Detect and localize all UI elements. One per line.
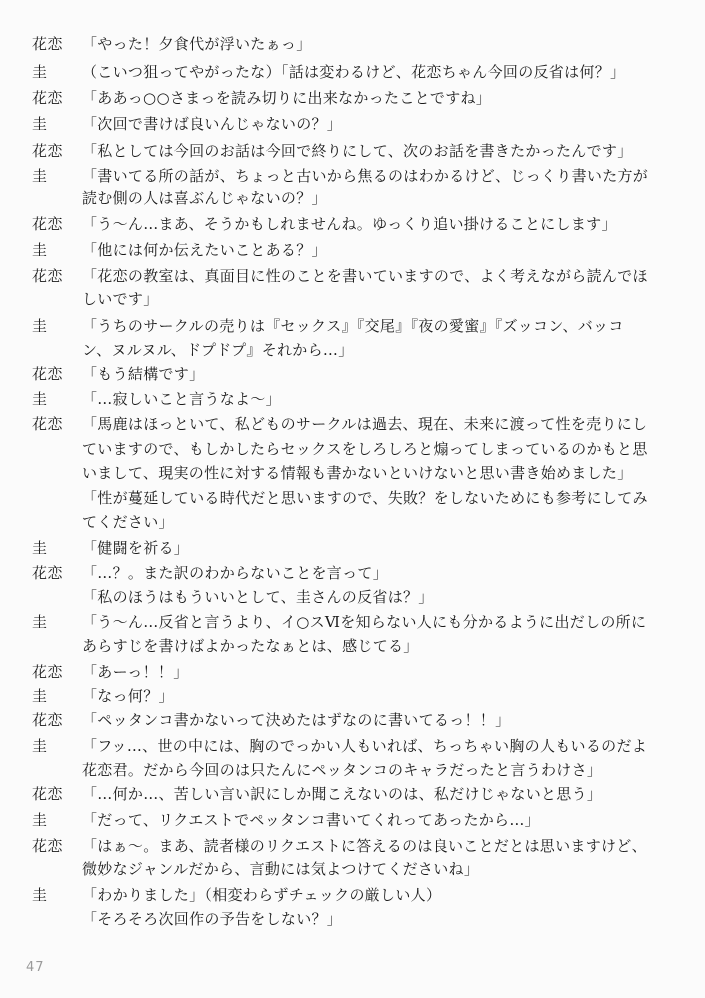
dialogue-line <box>0 734 705 758</box>
speaker-name: 花恋 <box>32 711 64 729</box>
speaker-name: 圭 <box>32 613 48 631</box>
dialogue-text: 「健闘を祈る」 <box>82 539 190 557</box>
speaker-name: 花恋 <box>32 564 64 582</box>
dialogue-text: 「…寂しいこと言うなよ～」 <box>82 390 281 408</box>
speaker-name: 花恋 <box>32 837 64 855</box>
dialogue-line <box>0 708 705 732</box>
dialogue-text: 「そろそろ次回作の予告をしない？」 <box>82 910 343 928</box>
dialogue-line <box>0 486 705 510</box>
dialogue-text: 「はぁ～。まあ、読者様のリクエストに答えるのは良いことだとは思いますけど、 <box>82 837 647 855</box>
dialogue-line <box>0 834 705 858</box>
speaker-name: 圭 <box>32 63 48 81</box>
speaker-name: 圭 <box>32 317 48 335</box>
speaker-name: 花恋 <box>32 663 64 681</box>
dialogue-line <box>0 461 705 485</box>
dialogue-text: 「他には何か伝えたいことある？」 <box>82 241 327 259</box>
speaker-name: 圭 <box>32 886 48 904</box>
dialogue-line <box>0 314 705 338</box>
speaker-name: 花恋 <box>32 365 64 383</box>
dialogue-text: 「だって、リクエストでペッタンコ書いてくれってあったから…」 <box>82 811 540 829</box>
dialogue-text: ていますので、もしかしたらセックスをしろしろと煽ってしまっているのかもと思 <box>82 440 648 458</box>
dialogue-text: 「ああっ○○さまっを読み切りに出来なかったことですね」 <box>82 89 492 107</box>
dialogue-line <box>0 86 705 110</box>
dialogue-text: 「フッ…、世の中には、胸のでっかい人もいれば、ちっちゃい胸の人もいるのだよ <box>82 737 648 755</box>
dialogue-text: てください」 <box>82 513 174 531</box>
dialogue-text: 「…何か…、苦しい言い訳にしか聞こえないのは、私だけじゃないと思う」 <box>82 785 603 803</box>
dialogue-line <box>0 684 705 708</box>
dialogue-line <box>0 782 705 806</box>
dialogue-text: 「私としては今回のお話は今回で終りにして、次のお話を書きたかったんです」 <box>82 142 633 160</box>
dialogue-line <box>0 536 705 560</box>
dialogue-line <box>0 883 705 907</box>
dialogue-line <box>0 585 705 609</box>
dialogue-line <box>0 238 705 262</box>
page-number: 47 <box>26 960 45 975</box>
dialogue-text: 「…？。また訳のわからないことを言って」 <box>82 564 389 582</box>
dialogue-line <box>0 808 705 832</box>
dialogue-text: 「花恋の教室は、真面目に性のことを書いていますので、よく考えながら読んでほ <box>82 267 648 285</box>
speaker-name: 圭 <box>32 811 48 829</box>
speaker-name: 花恋 <box>32 785 64 803</box>
dialogue-line <box>0 212 705 236</box>
dialogue-text: あらすじを書けばよかったなぁとは、感じてる」 <box>82 637 419 655</box>
speaker-name: 圭 <box>32 539 48 557</box>
speaker-name: 圭 <box>32 687 48 705</box>
dialogue-text: 「私のほうはもういいとして、圭さんの反省は？」 <box>82 588 434 606</box>
dialogue-line <box>0 60 705 84</box>
dialogue-text: 「書いてる所の話が、ちょっと古いから焦るのはわかるけど、じっくり書いた方が <box>82 167 649 185</box>
dialogue-line <box>0 634 705 658</box>
dialogue-text: 「やった！夕食代が浮いたぁっ」 <box>82 35 312 53</box>
dialogue-text: 「わかりました」（相変わらずチェックの厳しい人） <box>82 886 442 904</box>
dialogue-line <box>0 264 705 288</box>
dialogue-text: 花恋君。だから今回のは只たんにペッタンコのキャラだったと言うわけさ」 <box>82 761 603 779</box>
dialogue-text: 「次回で書けば良いんじゃないの？」 <box>82 115 343 133</box>
dialogue-line <box>0 32 705 56</box>
dialogue-line <box>0 510 705 534</box>
dialogue-line <box>0 561 705 585</box>
dialogue-line <box>0 112 705 136</box>
speaker-name: 圭 <box>32 241 48 259</box>
dialogue-text: 「なっ何？」 <box>82 687 174 705</box>
dialogue-line <box>0 287 705 311</box>
dialogue-text: 「う～ん…まあ、そうかもしれませんね。ゆっくり追い掛けることにします」 <box>82 215 617 233</box>
dialogue-text: 微妙なジャンルだから、言動には気よつけてくださいね」 <box>82 860 480 878</box>
dialogue-text: 「あーっ！！」 <box>82 663 189 681</box>
dialogue-text: しいです」 <box>82 290 159 308</box>
dialogue-text: 「馬鹿はほっといて、私どものサークルは過去、現在、未来に渡って性を売りにし <box>82 415 648 433</box>
dialogue-line <box>0 338 705 362</box>
speaker-name: 花恋 <box>32 215 64 233</box>
dialogue-line <box>0 758 705 782</box>
speaker-name: 花恋 <box>32 142 64 160</box>
dialogue-line <box>0 857 705 881</box>
dialogue-text: 「性が蔓延している時代だと思いますので、失敗？をしないためにも参考にしてみ <box>82 489 648 507</box>
speaker-name: 花恋 <box>32 415 64 433</box>
dialogue-text: ン、ヌルヌル、ドプドプ』それから…」 <box>82 341 354 359</box>
dialogue-line <box>0 387 705 411</box>
dialogue-line <box>0 907 705 931</box>
dialogue-line <box>0 437 705 461</box>
speaker-name: 花恋 <box>32 35 64 53</box>
speaker-name: 圭 <box>32 115 48 133</box>
dialogue-line <box>0 660 705 684</box>
speaker-name: 花恋 <box>32 89 64 107</box>
dialogue-text: 「う～ん…反省と言うより、イ○スⅥを知らない人にも分かるように出だしの所に <box>82 613 647 631</box>
dialogue-line <box>0 412 705 436</box>
dialogue-text: 「うちのサークルの売りは『セックス』『交尾』『夜の愛蜜』『ズッコン、バッコ <box>82 317 624 335</box>
speaker-name: 圭 <box>32 390 48 408</box>
dialogue-text: 読む側の人は喜ぶんじゃないの？」 <box>82 189 327 207</box>
dialogue-line <box>0 186 705 210</box>
dialogue-line <box>0 164 705 188</box>
speaker-name: 圭 <box>32 167 48 185</box>
dialogue-text: 「もう結構です」 <box>82 365 205 383</box>
dialogue-text: （こいつ狙ってやがったな）「話は変わるけど、花恋ちゃん今回の反省は何？」 <box>82 63 626 81</box>
speaker-name: 圭 <box>32 737 48 755</box>
dialogue-line <box>0 610 705 634</box>
dialogue-text: 「ペッタンコ書かないって決めたはずなのに書いてるっ！！」 <box>82 711 511 729</box>
dialogue-text: いまして、現実の性に対する情報も書かないといけないと思い書き始めました」 <box>82 464 633 482</box>
speaker-name: 花恋 <box>32 267 64 285</box>
dialogue-line <box>0 139 705 163</box>
dialogue-line <box>0 362 705 386</box>
